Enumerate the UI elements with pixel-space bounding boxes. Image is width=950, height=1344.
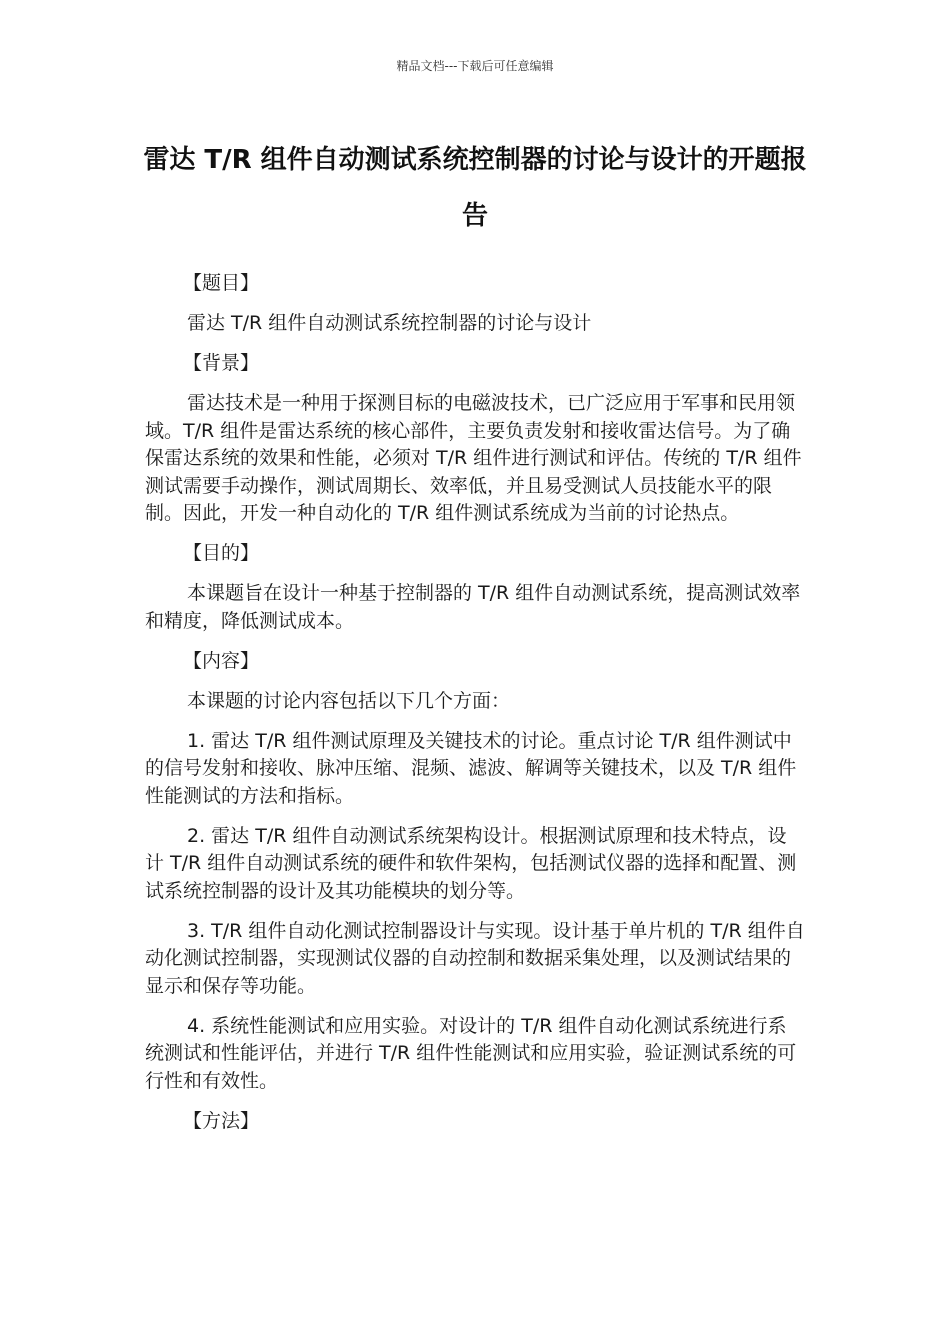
- section-heading-content: 【内容】: [183, 649, 260, 672]
- section-heading-purpose: 【目的】: [183, 542, 260, 564]
- content-item-2: 2. 雷达 T/R 组件自动测试系统架构设计。根据测试原理和技术特点，设计 T/R 组件自动测试系统的硬件和软件架构，包括测试仪器的选择和配置、测试系统控制器的设计及其功能模块的划分等。: [145, 824, 797, 902]
- content-item-3: 3. T/R 组件自动化测试控制器设计与实现。设计基于单片机的 T/R 组件自动化测试控制器，实现测试仪器的自动控制和数据采集处理，以及测试结果的显示和保存等功能。: [145, 919, 805, 997]
- content-item-4: 4. 系统性能测试和应用实验。对设计的 T/R 组件自动化测试系统进行系统测试和性能评估，并进行 T/R 组件性能测试和应用实验，验证测试系统的可行性和有效性。: [145, 1014, 797, 1092]
- background-paragraph: 雷达技术是一种用于探测目标的电磁波技术，已广泛应用于军事和民用领域。T/R 组件是雷达系统的核心部件，主要负责发射和接收雷达信号。为了确保雷达系统的效果和性能，必须对 T/R 组件进行测试和评估。传统的 T/R 组件测试需要手动操作，测试周期长、效率低，并且易受测试人员技能水平的限制。因此，开发一种自动化的 T/R 组件测试系统成为当前的讨论热点。: [145, 392, 802, 524]
- content-intro-paragraph: 本课题的讨论内容包括以下几个方面：: [187, 689, 511, 712]
- section-heading-method: 【方法】: [183, 1109, 260, 1132]
- header-note: 精品文档---下载后可任意编辑: [396, 59, 554, 73]
- purpose-paragraph: 本课题旨在设计一种基于控制器的 T/R 组件自动测试系统，提高测试效率和精度，降低测试成本。: [145, 582, 801, 632]
- content-item-1: 1. 雷达 T/R 组件测试原理及关键技术的讨论。重点讨论 T/R 组件测试中的信号发射和接收、脉冲压缩、混频、滤波、解调等关键技术，以及 T/R 组件性能测试的方法和指标。: [145, 729, 797, 807]
- section-heading-background: 【背景】: [183, 352, 260, 374]
- document-body: [145, 270, 805, 1148]
- document-title: 雷达 T/R 组件自动测试系统控制器的讨论与设计的开题报告: [143, 145, 807, 231]
- topic-paragraph: 雷达 T/R 组件自动测试系统控制器的讨论与设计: [187, 312, 592, 334]
- section-heading-topic: 【题目】: [183, 272, 260, 294]
